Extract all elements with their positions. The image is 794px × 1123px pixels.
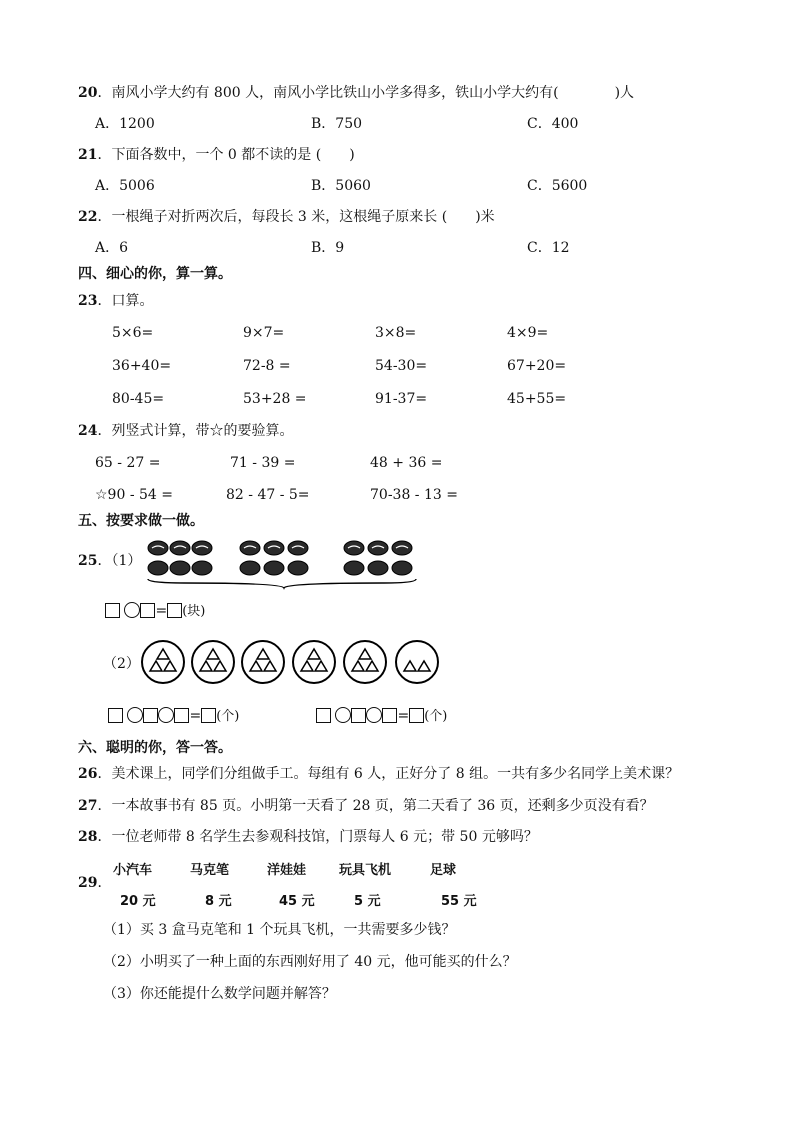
operator-circle[interactable] (127, 707, 143, 723)
calc-item: 9×7= (243, 325, 285, 341)
question-text: ．南风小学大约有 800 人，南风小学比铁山小学多得多，铁山小学大约有( )人 (97, 85, 635, 101)
question-27 (78, 797, 654, 815)
answer-box[interactable] (143, 708, 158, 723)
calc-item: 36+40= (112, 358, 172, 374)
equation-blanks-2 (108, 707, 239, 726)
calc-item: 91-37= (375, 391, 428, 407)
answer-box[interactable] (108, 708, 123, 723)
item-name: 洋娃娃 (267, 863, 307, 878)
cookies-figure (144, 536, 420, 590)
calc-item: 45+55= (507, 391, 567, 407)
question-23 (78, 292, 153, 310)
question-number: 22 (78, 209, 98, 225)
question-text: ．列竖式计算，带☆的要验算。 (97, 423, 294, 439)
unit-label: (块) (182, 604, 206, 619)
question-text: ．下面各数中，一个 0 都不读的是 ( ) (97, 147, 355, 163)
answer-box[interactable] (167, 603, 182, 618)
part-label: ．（1） (97, 553, 142, 569)
option-c: C．400 (527, 116, 579, 132)
calc-item: 48 + 36 = (370, 455, 443, 471)
question-21 (78, 146, 355, 164)
question-number: 27 (78, 798, 98, 814)
calc-item: 54-30= (375, 358, 428, 374)
part-label: （2） (103, 656, 140, 672)
question-24 (78, 422, 293, 440)
item-name: 马克笔 (190, 863, 230, 878)
calc-item: 65 - 27 = (95, 455, 161, 471)
sub-question: （1）买 3 盒马克笔和 1 个玩具飞机，一共需要多少钱？ (103, 922, 456, 938)
section-heading: 四、细心的你，算一算。 (78, 266, 232, 282)
item-name: 玩具飞机 (339, 863, 392, 878)
question-number: 26 (78, 766, 98, 782)
equals-sign: = (397, 708, 410, 724)
option-b: B．5060 (311, 178, 371, 194)
item-price: 5 元 (354, 894, 381, 909)
question-text: ．一位老师带 8 名学生去参观科技馆，门票每人 6 元；带 50 元够吗？ (97, 829, 538, 845)
item-name: 足球 (430, 863, 457, 878)
calc-item: 72-8 = (243, 358, 291, 374)
question-number: 23 (78, 293, 98, 309)
item-price: 20 元 (120, 894, 156, 909)
question-22 (78, 208, 495, 226)
answer-box[interactable] (201, 708, 216, 723)
question-number: 24 (78, 423, 98, 439)
item-price: 55 元 (441, 894, 477, 909)
calc-item: 80-45= (112, 391, 165, 407)
question-text: ．口算。 (97, 293, 154, 309)
operator-circle[interactable] (124, 602, 140, 618)
item-name: 小汽车 (113, 863, 153, 878)
operator-circle[interactable] (158, 707, 174, 723)
item-price: 8 元 (205, 894, 232, 909)
question-text: ．美术课上，同学们分组做手工。每组有 6 人，正好分了 8 组。一共有多少名同学上美术课？ (97, 766, 680, 782)
option-b: B．750 (311, 116, 363, 132)
calc-item: 5×6= (112, 325, 154, 341)
question-text: ． (97, 875, 112, 891)
option-c: C．5600 (527, 178, 588, 194)
question-20 (78, 84, 634, 102)
section-heading: 五、按要求做一做。 (78, 513, 204, 529)
unit-label: (个) (216, 709, 240, 724)
triangles-figure (139, 638, 441, 688)
answer-box[interactable] (174, 708, 189, 723)
question-number: 25 (78, 553, 98, 569)
question-number: 20 (78, 85, 98, 101)
question-text: ．一根绳子对折两次后，每段长 3 米，这根绳子原来长 ( )米 (97, 209, 495, 225)
calc-item: 82 - 47 - 5= (226, 487, 310, 503)
option-a: A．6 (95, 240, 129, 256)
calc-item: 53+28 = (243, 391, 307, 407)
item-price: 45 元 (279, 894, 315, 909)
question-number: 21 (78, 147, 98, 163)
calc-item: 70-38 - 13 = (370, 487, 458, 503)
equals-sign: = (189, 708, 202, 724)
answer-box[interactable] (105, 603, 120, 618)
calc-item: 4×9= (507, 325, 549, 341)
question-26 (78, 765, 679, 783)
answer-box[interactable] (351, 708, 366, 723)
unit-label: (个) (424, 709, 448, 724)
operator-circle[interactable] (366, 707, 382, 723)
calc-item: 71 - 39 = (230, 455, 296, 471)
question-number: 28 (78, 829, 98, 845)
operator-circle[interactable] (335, 707, 351, 723)
answer-box[interactable] (316, 708, 331, 723)
answer-box[interactable] (382, 708, 397, 723)
section-heading: 六、聪明的你，答一答。 (78, 740, 232, 756)
answer-box[interactable] (140, 603, 155, 618)
option-c: C．12 (527, 240, 570, 256)
sub-question: （2）小明买了一种上面的东西刚好用了 40 元，他可能买的什么？ (103, 954, 517, 970)
calc-item: 67+20= (507, 358, 567, 374)
question-number: 29 (78, 875, 98, 891)
option-a: A．5006 (95, 178, 155, 194)
question-25 (78, 552, 141, 570)
equation-blanks-1 (105, 602, 205, 621)
equation-blanks-3 (316, 707, 447, 726)
calc-item: 3×8= (375, 325, 417, 341)
equals-sign: = (155, 603, 168, 619)
question-text: ．一本故事书有 85 页。小明第一天看了 28 页，第二天看了 36 页，还剩多少页没有看？ (97, 798, 654, 814)
question-28 (78, 828, 538, 846)
option-b: B．9 (311, 240, 345, 256)
calc-item: ☆90 - 54 = (95, 487, 173, 503)
option-a: A．1200 (95, 116, 155, 132)
question-29 (78, 874, 111, 892)
answer-box[interactable] (409, 708, 424, 723)
sub-question: （3）你还能提什么数学问题并解答？ (103, 986, 336, 1002)
